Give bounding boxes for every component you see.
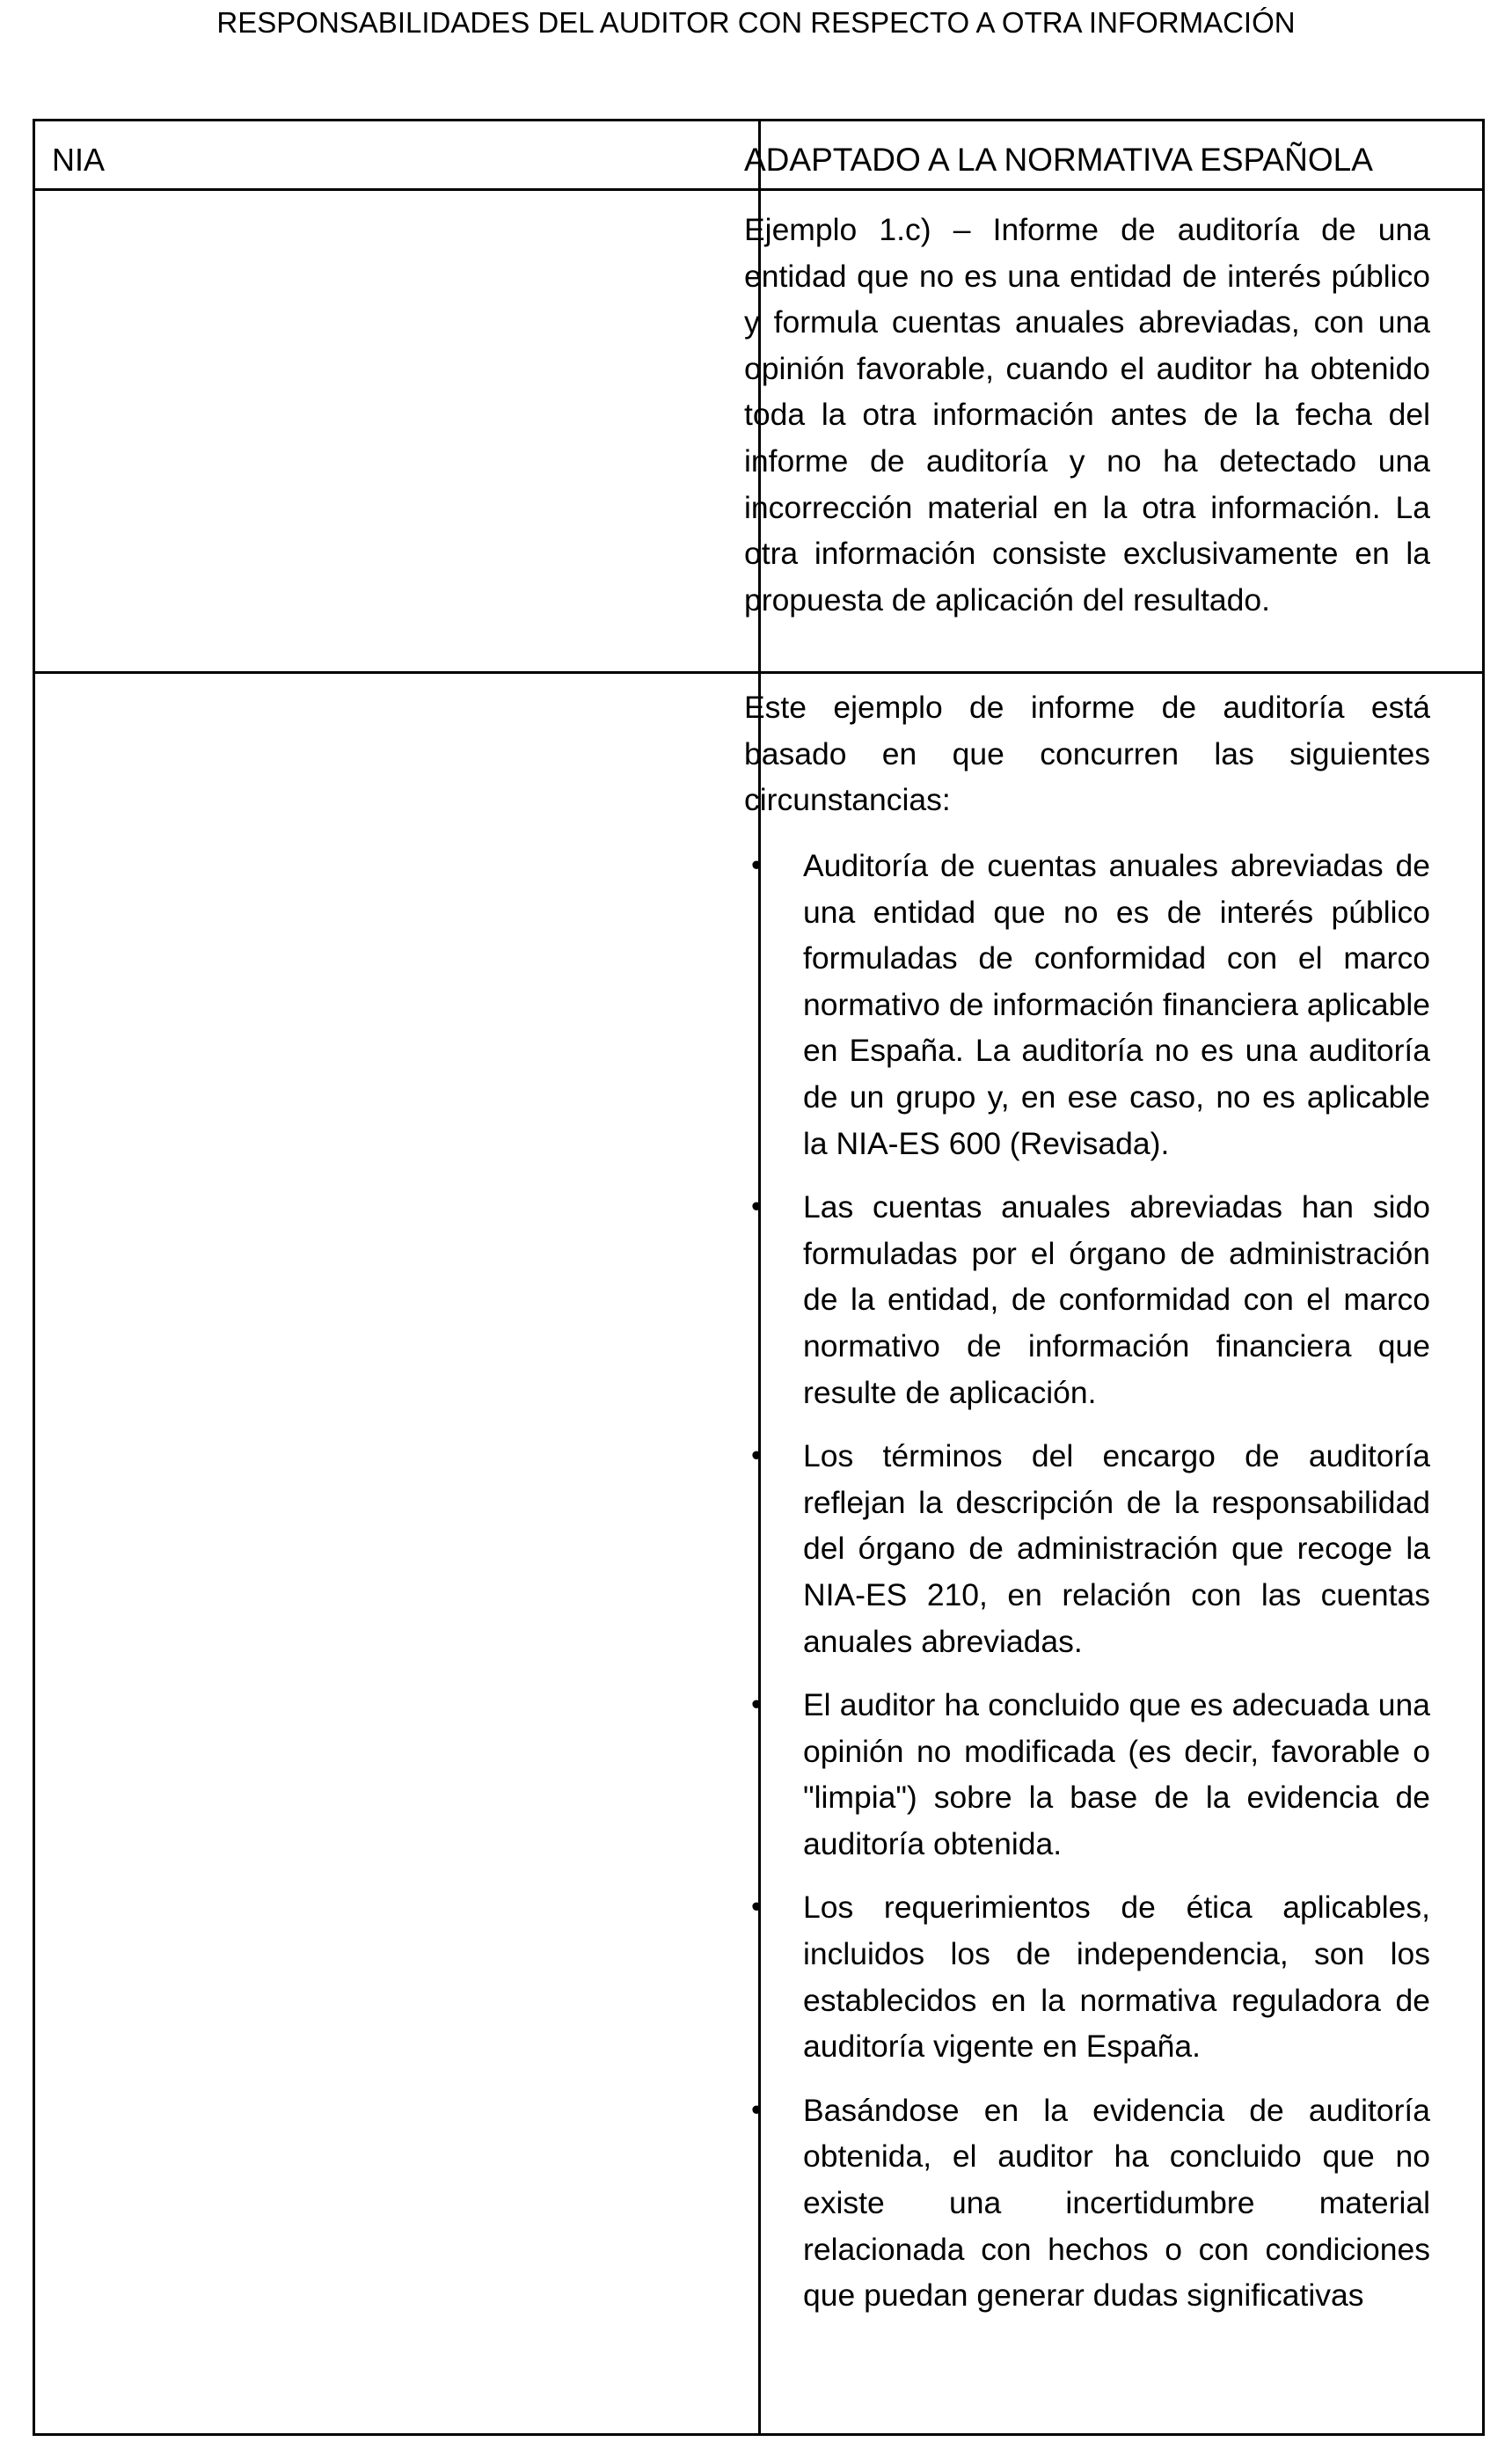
row-divider-example <box>35 671 1482 674</box>
column-header-nia: NIA <box>52 142 106 178</box>
bullet-icon: • <box>751 1438 763 1473</box>
bullet-icon: • <box>751 1687 763 1722</box>
list-item <box>744 2087 1430 2319</box>
list-item-text: Basándose en la evidencia de auditoría obtenida, el auditor ha concluido que no existe una incertidumbre material relacionada con hechos o con condiciones que puedan generar dudas significativas <box>803 2092 1430 2314</box>
list-item <box>744 1433 1430 1664</box>
column-header-adapted: ADAPTADO A LA NORMATIVA ESPAÑOLA <box>744 142 1373 178</box>
circumstances-list <box>744 843 1430 2336</box>
list-item-text: El auditor ha concluido que es adecuada una opinión no modificada (es decir, favorable o "limpia") sobre la base de la evidencia de auditoría obtenida. <box>803 1687 1430 1861</box>
list-item <box>744 1682 1430 1867</box>
list-item-text: Los requerimientos de ética aplicables, incluidos los de independencia, son los establecidos en la normativa reguladora de auditoría vigente en España. <box>803 1890 1430 2065</box>
bullet-icon: • <box>751 1890 763 1925</box>
example-paragraph: Ejemplo 1.c) – Informe de auditoría de una entidad que no es una entidad de interés público y formula cuentas anuales abreviadas, con una opinión favorable, cuando el auditor ha obtenido toda la otra información antes de la fecha del informe de auditoría y no ha detectado una incorrección material en la otra información. La otra información consiste exclusivamente en la propuesta de aplicación del resultado. <box>744 212 1430 618</box>
bullet-icon: • <box>751 2092 763 2127</box>
bullet-icon: • <box>751 1189 763 1225</box>
bullet-icon: • <box>751 848 763 882</box>
page-header-title: RESPONSABILIDADES DEL AUDITOR CON RESPECTO A OTRA INFORMACIÓN <box>216 6 1296 39</box>
intro-paragraph: Este ejemplo de informe de auditoría está basado en que concurren las siguientes circunstancias: <box>744 690 1430 818</box>
list-item <box>744 843 1430 1166</box>
row-divider-header <box>35 188 1482 191</box>
list-item-text: Los términos del encargo de auditoría reflejan la descripción de la responsabilidad del órgano de administración que recoge la NIA-ES 210, en relación con las cuentas anuales abreviadas. <box>803 1438 1430 1659</box>
list-item-text: Las cuentas anuales abreviadas han sido formuladas por el órgano de administración de la entidad, de conformidad con el marco normativo de información financiera que resulte de aplicación. <box>803 1189 1430 1410</box>
list-item <box>744 1884 1430 2069</box>
list-item <box>744 1184 1430 1415</box>
comparison-table <box>33 119 1485 2436</box>
list-item-text: Auditoría de cuentas anuales abreviadas de una entidad que no es de interés público formuladas de conformidad con el marco normativo de información financiera aplicable en España. La auditoría no es una auditoría de un grupo y, en ese caso, no es aplicable la NIA-ES 600 (Revisada). <box>803 848 1430 1161</box>
